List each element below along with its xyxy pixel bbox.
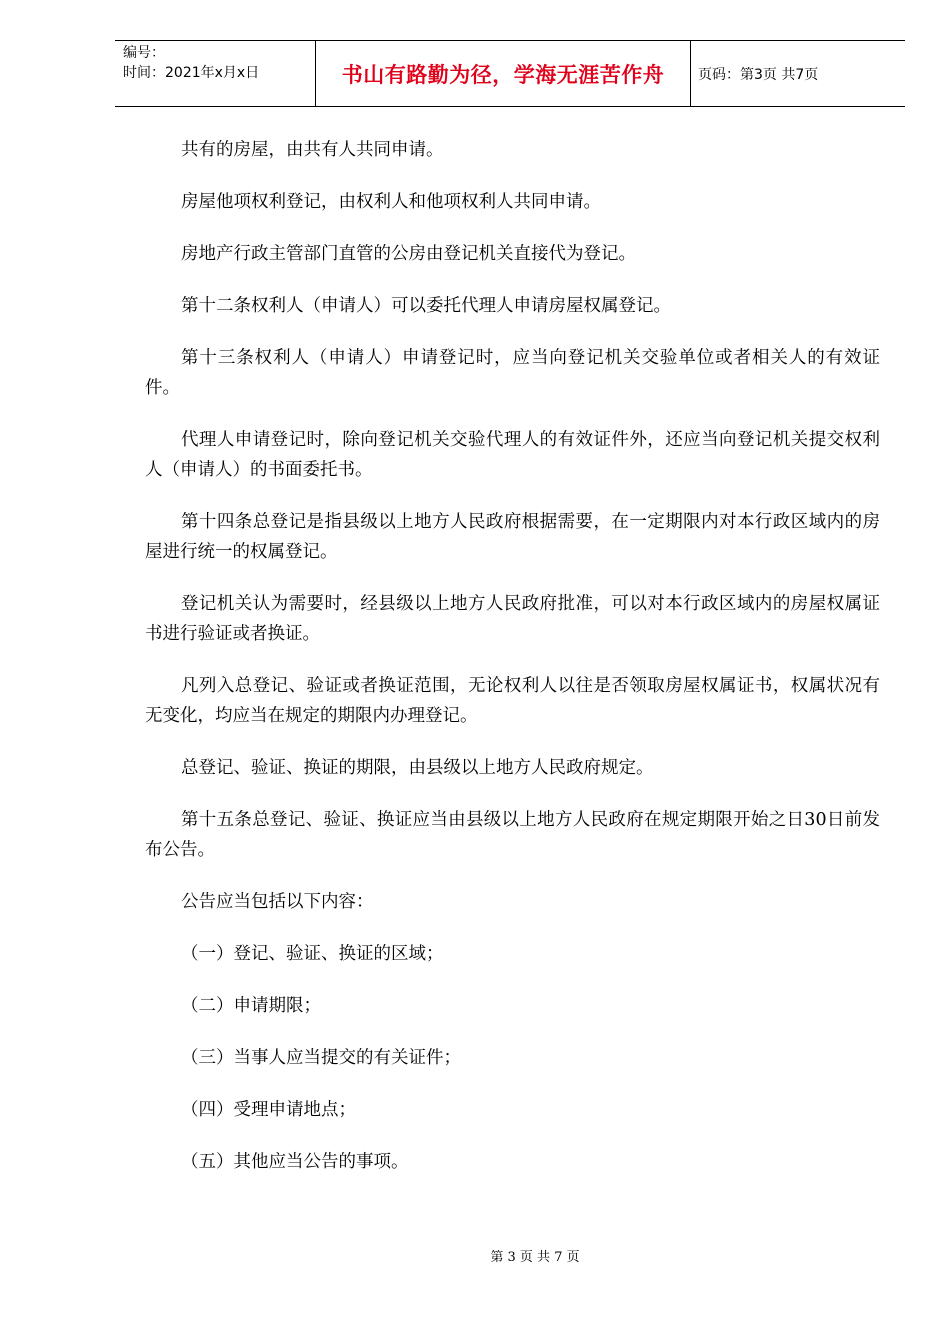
paragraph: 第十三条权利人（申请人）申请登记时，应当向登记机关交验单位或者相关人的有效证件。: [145, 348, 880, 398]
paragraph: 第十四条总登记是指县级以上地方人民政府根据需要，在一定期限内对本行政区域内的房屋进行统一的权属登记。: [145, 512, 880, 562]
document-body: [145, 135, 880, 1199]
document-time-label: 时间：2021年x月x日: [123, 65, 260, 81]
header-motto-cell: [315, 41, 691, 106]
list-item: （三）当事人应当提交的有关证件；: [181, 1048, 461, 1068]
paragraph: 公告应当包括以下内容：: [181, 892, 374, 912]
header-motto: 书山有路勤为径，学海无涯苦作舟: [341, 62, 665, 87]
list-item: （二）申请期限；: [181, 996, 321, 1016]
paragraph: 总登记、验证、换证的期限，由县级以上地方人民政府规定。: [181, 758, 654, 778]
list-item: （四）受理申请地点；: [181, 1100, 356, 1120]
paragraph: 第十五条总登记、验证、换证应当由县级以上地方人民政府在规定期限开始之日30日前发布公告。: [145, 810, 880, 860]
page-footer: 第 3 页 共 7 页: [490, 1250, 580, 1265]
paragraph: 房地产行政主管部门直管的公房由登记机关直接代为登记。: [181, 244, 636, 264]
header-page-info: 页码：第3页 共7页: [698, 66, 819, 83]
paragraph: 凡列入总登记、验证或者换证范围，无论权利人以往是否领取房屋权属证书，权属状况有无变化，均应当在规定的期限内办理登记。: [145, 676, 880, 726]
paragraph: 共有的房屋，由共有人共同申请。: [181, 140, 444, 160]
header-meta: [123, 43, 313, 83]
page-header: [115, 40, 905, 107]
paragraph: 房屋他项权利登记，由权利人和他项权利人共同申请。: [181, 192, 601, 212]
document-number-label: 编号：: [123, 45, 165, 61]
list-item: （五）其他应当公告的事项。: [181, 1152, 409, 1172]
paragraph: 登记机关认为需要时，经县级以上地方人民政府批准，可以对本行政区域内的房屋权属证书进行验证或者换证。: [145, 594, 880, 644]
list-item: （一）登记、验证、换证的区域；: [181, 944, 444, 964]
paragraph: 第十二条权利人（申请人）可以委托代理人申请房屋权属登记。: [181, 296, 671, 316]
paragraph: 代理人申请登记时，除向登记机关交验代理人的有效证件外，还应当向登记机关提交权利人（申请人）的书面委托书。: [145, 430, 880, 480]
